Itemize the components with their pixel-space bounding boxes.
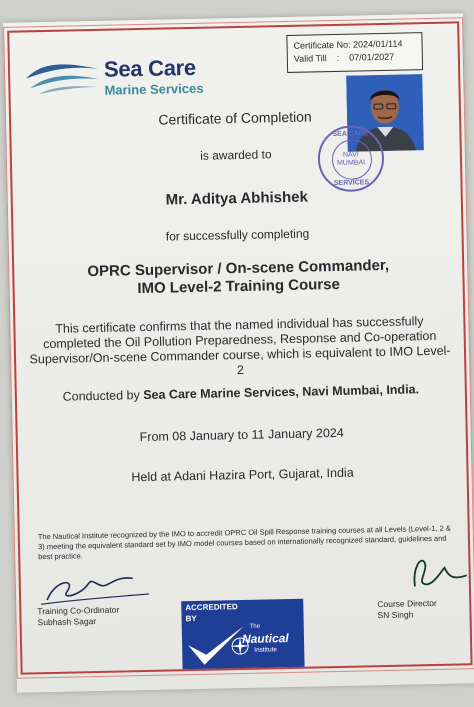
recognition-statement: The Nautical Institute recognized by the IMO to accredit OPRC Oil Spill Response training courses at all Levels (Level-1, 2 & 3) meeting the equivalent standard set by IMO model courses based on internationally recognized standard, guidelines and best practice. xyxy=(37,523,451,562)
badge-the: The xyxy=(249,623,261,630)
course-venue: Held at Adani Hazira Port, Gujarat, India xyxy=(131,465,354,485)
stamp-center-text: NAVI MUMBAI xyxy=(336,151,366,167)
conducted-by-org: Sea Care Marine Services, Navi Mumbai, India. xyxy=(143,382,420,403)
training-coordinator-signature-icon xyxy=(37,568,158,609)
training-coordinator-role: Training Co-Ordinator xyxy=(37,604,120,617)
stamp-top-text: SEA CARE xyxy=(332,130,369,139)
badge-institute: Institute xyxy=(254,646,278,654)
badge-nautical: Nautical xyxy=(241,631,289,647)
certificate-number: Certificate No: 2024/01/114 xyxy=(293,38,403,51)
course-title-line2: IMO Level-2 Training Course xyxy=(137,275,341,298)
stamp-bottom-text: SERVICES xyxy=(333,179,370,187)
training-coordinator-name: Subhash Sagar xyxy=(37,616,97,628)
wave-logo-icon xyxy=(24,55,103,97)
conducted-prefix: Conducted by xyxy=(62,388,144,404)
logo-subtitle: Marine Services xyxy=(104,80,204,98)
course-director-role: Course Director xyxy=(377,597,437,610)
course-director xyxy=(377,598,437,621)
nautical-institute-accreditation-badge xyxy=(181,599,304,670)
course-director-signature-icon xyxy=(394,547,474,593)
course-dates: From 08 January to 11 January 2024 xyxy=(139,425,344,445)
valid-till: Valid Till : 07/01/2027 xyxy=(293,51,395,64)
certificate-paper xyxy=(3,13,474,692)
training-coordinator xyxy=(37,605,119,629)
certificate-number-box xyxy=(286,32,423,73)
logo-name: Sea Care xyxy=(103,54,197,82)
course-title-line1: OPRC Supervisor / On-scene Commander, xyxy=(87,256,390,281)
badge-by: BY xyxy=(185,613,197,624)
recipient-name: Mr. Aditya Abhishek xyxy=(165,188,309,209)
course-director-name: SN Singh xyxy=(377,609,414,621)
badge-accredited: ACCREDITED xyxy=(185,602,238,613)
for-text: for successfully completing xyxy=(165,226,310,244)
awarded-to-text: is awarded to xyxy=(200,147,272,163)
confirmation-paragraph: This certificate confirms that the named individual has successfully completed the Oil Pollution Preparedness, Response and Co-operation Supervisor/On-scene Commander course, which is equivalent to IMO Level-2 xyxy=(29,314,451,378)
sea-care-logo xyxy=(24,49,205,113)
certificate-heading: Certificate of Completion xyxy=(158,108,312,128)
